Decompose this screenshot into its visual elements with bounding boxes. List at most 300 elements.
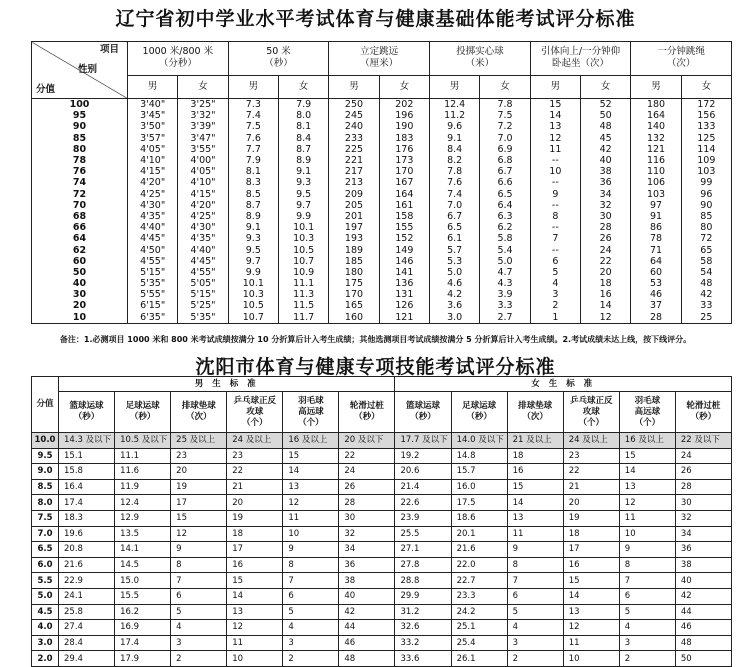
value-cell: 193 <box>329 233 379 244</box>
value-cell: 6.5 <box>480 189 530 200</box>
value-cell: 7.7 <box>228 144 278 155</box>
table-row <box>32 222 732 233</box>
value-cell: 6.3 <box>480 211 530 222</box>
value-cell: 14.8 <box>451 448 507 464</box>
value-cell: 17.4 <box>59 495 115 511</box>
event-header: 引体向上/一分钟仰 卧起坐（次） <box>530 42 631 76</box>
value-cell: 78 <box>631 233 681 244</box>
table-row <box>32 495 732 511</box>
value-cell: 175 <box>329 278 379 289</box>
table-row <box>32 155 732 166</box>
table-row <box>32 211 732 222</box>
table-row <box>32 573 732 589</box>
value-cell: 22.9 <box>59 573 115 589</box>
value-cell: 13 <box>227 604 283 620</box>
value-cell: 5.7 <box>430 244 480 255</box>
value-cell: 136 <box>379 278 429 289</box>
value-cell: 149 <box>379 244 429 255</box>
value-cell: 26.1 <box>451 651 507 667</box>
event-header: 篮球运球 （秒） <box>59 392 115 433</box>
corner-item-label: 项目 <box>99 44 119 55</box>
value-cell: 9.6 <box>430 121 480 132</box>
value-cell: 4'30" <box>178 222 228 233</box>
value-cell: 3'57" <box>128 133 178 144</box>
table-row <box>32 620 732 636</box>
value-cell: 3 <box>171 635 227 651</box>
value-cell: 21 及以上 <box>507 433 563 449</box>
female-header: 女 <box>681 75 731 98</box>
value-cell: 16 <box>563 557 619 573</box>
value-cell: 2 <box>507 651 563 667</box>
value-cell: 209 <box>329 189 379 200</box>
value-cell: 205 <box>329 200 379 211</box>
value-cell: 20 及以下 <box>339 433 395 449</box>
score-cell: 62 <box>32 244 128 255</box>
value-cell: 85 <box>681 211 731 222</box>
score-cell: 3.0 <box>32 635 59 651</box>
value-cell: 3 <box>283 635 339 651</box>
value-cell: 17 <box>227 542 283 558</box>
table-row <box>32 604 732 620</box>
table-row <box>32 267 732 278</box>
value-cell: 10.1 <box>278 222 328 233</box>
value-cell: 9.3 <box>228 233 278 244</box>
table-row <box>32 557 732 573</box>
value-cell: 44 <box>339 620 395 636</box>
table-row <box>32 448 732 464</box>
table-row <box>32 189 732 200</box>
value-cell: 30 <box>675 495 731 511</box>
value-cell: 40 <box>339 588 395 604</box>
value-cell: 4'05" <box>128 144 178 155</box>
value-cell: 7 <box>283 573 339 589</box>
value-cell: 8.7 <box>228 200 278 211</box>
value-cell: 6 <box>619 588 675 604</box>
value-cell: 4'15" <box>128 166 178 177</box>
value-cell: 9 <box>619 542 675 558</box>
value-cell: 27.4 <box>59 620 115 636</box>
table-row <box>32 144 732 155</box>
value-cell: 5'05" <box>178 278 228 289</box>
value-cell: 50 <box>675 651 731 667</box>
value-cell: 3'50" <box>128 121 178 132</box>
value-cell: 17 <box>171 495 227 511</box>
score-cell: 9.5 <box>32 448 59 464</box>
value-cell: 6.7 <box>430 211 480 222</box>
value-cell: 26 <box>339 479 395 495</box>
score-cell: 80 <box>32 144 128 155</box>
value-cell: 8.3 <box>228 177 278 188</box>
value-cell: 250 <box>329 99 379 111</box>
value-cell: 28 <box>339 495 395 511</box>
table-row <box>32 110 732 121</box>
score-cell: 8.0 <box>32 495 59 511</box>
value-cell: 12 <box>227 620 283 636</box>
value-cell: 6'15" <box>128 300 178 311</box>
value-cell: 9.9 <box>278 211 328 222</box>
value-cell: 96 <box>681 189 731 200</box>
value-cell: 4'10" <box>178 177 228 188</box>
value-cell: 12 <box>530 133 580 144</box>
value-cell: 22.6 <box>395 495 451 511</box>
value-cell: 52 <box>581 99 631 111</box>
value-cell: 12 <box>171 526 227 542</box>
value-cell: 28.8 <box>395 573 451 589</box>
value-cell: 6'35" <box>128 312 178 324</box>
value-cell: 21 <box>563 479 619 495</box>
score-cell: 7.5 <box>32 510 59 526</box>
value-cell: 32 <box>581 200 631 211</box>
event-header: 排球垫球 （次） <box>507 392 563 433</box>
value-cell: 3 <box>530 289 580 300</box>
value-cell: 5'35" <box>178 312 228 324</box>
value-cell: 5 <box>530 267 580 278</box>
value-cell: 3'55" <box>178 144 228 155</box>
table-row <box>32 289 732 300</box>
table-row <box>32 542 732 558</box>
event-header: 足球运球 （秒） <box>115 392 171 433</box>
value-cell: 29.9 <box>395 588 451 604</box>
value-cell: 11.1 <box>278 278 328 289</box>
value-cell: 9.1 <box>430 133 480 144</box>
value-cell: 17.5 <box>451 495 507 511</box>
value-cell: 10.5 <box>228 300 278 311</box>
value-cell: 38 <box>339 573 395 589</box>
value-cell: 245 <box>329 110 379 121</box>
value-cell: 6.5 <box>430 222 480 233</box>
value-cell: 8.5 <box>228 189 278 200</box>
value-cell: 10.3 <box>228 289 278 300</box>
value-cell: 45 <box>581 133 631 144</box>
value-cell: 25.1 <box>451 620 507 636</box>
value-cell: 19 <box>171 479 227 495</box>
value-cell: 5.0 <box>430 267 480 278</box>
value-cell: 21 <box>227 479 283 495</box>
value-cell: 217 <box>329 166 379 177</box>
value-cell: 23.3 <box>451 588 507 604</box>
male-header: 男 <box>530 75 580 98</box>
table-row <box>32 133 732 144</box>
score-cell: 74 <box>32 177 128 188</box>
value-cell: 156 <box>681 110 731 121</box>
value-cell: 91 <box>631 211 681 222</box>
value-cell: 32 <box>339 526 395 542</box>
event-header: 乒乓球正反 攻球 （个） <box>563 392 619 433</box>
value-cell: 180 <box>329 267 379 278</box>
value-cell: 22.7 <box>451 573 507 589</box>
event-header: 1000 米/800 米 （分秒） <box>128 42 229 76</box>
value-cell: 15 <box>283 448 339 464</box>
value-cell: 48 <box>581 121 631 132</box>
score-cell: 8.5 <box>32 479 59 495</box>
value-cell: 4'55" <box>178 267 228 278</box>
value-cell: 7.6 <box>228 133 278 144</box>
value-cell: 64 <box>631 256 681 267</box>
value-cell: 18.6 <box>451 510 507 526</box>
page-title-liaoning: 辽宁省初中学业水平考试体育与健康基础体能考试评分标准 <box>115 8 636 30</box>
value-cell: 18 <box>581 278 631 289</box>
value-cell: 50 <box>581 110 631 121</box>
value-cell: 13 <box>563 604 619 620</box>
value-cell: 9.9 <box>228 267 278 278</box>
value-cell: 2 <box>530 300 580 311</box>
value-cell: 54 <box>681 267 731 278</box>
value-cell: 4 <box>283 620 339 636</box>
value-cell: 4'35" <box>178 233 228 244</box>
page-title-shenyang: 沈阳市体育与健康专项技能考试评分标准 <box>195 356 556 378</box>
value-cell: 6.2 <box>480 222 530 233</box>
score-cell: 78 <box>32 155 128 166</box>
value-cell: 42 <box>681 289 731 300</box>
value-cell: 4 <box>619 620 675 636</box>
value-cell: 3 <box>507 635 563 651</box>
value-cell: 40 <box>581 155 631 166</box>
value-cell: 20.8 <box>59 542 115 558</box>
value-cell: 4.6 <box>430 278 480 289</box>
value-cell: 8 <box>507 557 563 573</box>
score-cell: 4.0 <box>32 620 59 636</box>
value-cell: -- <box>530 244 580 255</box>
value-cell: 4'20" <box>178 200 228 211</box>
value-cell: 190 <box>379 121 429 132</box>
value-cell: 58 <box>681 256 731 267</box>
value-cell: 23 <box>563 448 619 464</box>
value-cell: 16 及以上 <box>619 433 675 449</box>
value-cell: 110 <box>631 166 681 177</box>
value-cell: 20 <box>227 495 283 511</box>
value-cell: 3.3 <box>480 300 530 311</box>
value-cell: 24 及以上 <box>563 433 619 449</box>
value-cell: 19.6 <box>59 526 115 542</box>
value-cell: 3'39" <box>178 121 228 132</box>
value-cell: 26 <box>581 233 631 244</box>
corner-score-label: 分值 <box>36 84 56 95</box>
value-cell: 9.7 <box>228 256 278 267</box>
score-cell: 30 <box>32 289 128 300</box>
value-cell: 126 <box>379 300 429 311</box>
value-cell: 10 <box>619 526 675 542</box>
value-cell: 4 <box>171 620 227 636</box>
value-cell: 3'47" <box>178 133 228 144</box>
value-cell: 15.8 <box>59 464 115 480</box>
value-cell: 20.1 <box>451 526 507 542</box>
value-cell: 16 <box>507 464 563 480</box>
value-cell: 12.4 <box>115 495 171 511</box>
value-cell: 6 <box>507 588 563 604</box>
liaoning-score-table <box>31 41 732 324</box>
value-cell: 6.4 <box>480 200 530 211</box>
value-cell: 37 <box>631 300 681 311</box>
table-row <box>32 121 732 132</box>
value-cell: 14 <box>619 464 675 480</box>
value-cell: 7.5 <box>228 121 278 132</box>
value-cell: 99 <box>681 177 731 188</box>
value-cell: 14.0 及以下 <box>451 433 507 449</box>
value-cell: 14 <box>530 110 580 121</box>
value-cell: 4'40" <box>128 222 178 233</box>
value-cell: 11.6 <box>115 464 171 480</box>
value-cell: 4 <box>530 278 580 289</box>
value-cell: 121 <box>631 144 681 155</box>
value-cell: 33.2 <box>395 635 451 651</box>
value-cell: 4'25" <box>128 189 178 200</box>
value-cell: 125 <box>681 133 731 144</box>
value-cell: 132 <box>631 133 681 144</box>
value-cell: 14 <box>581 300 631 311</box>
shenyang-score-table <box>31 376 732 667</box>
value-cell: 221 <box>329 155 379 166</box>
value-cell: 4'45" <box>178 256 228 267</box>
value-cell: 15 <box>507 479 563 495</box>
value-cell: 2 <box>171 651 227 667</box>
value-cell: 131 <box>379 289 429 300</box>
value-cell: 5 <box>283 604 339 620</box>
value-cell: 22 <box>581 256 631 267</box>
value-cell: 24.1 <box>59 588 115 604</box>
value-cell: 65 <box>681 244 731 255</box>
value-cell: 9.1 <box>228 222 278 233</box>
value-cell: 173 <box>379 155 429 166</box>
value-cell: 18.3 <box>59 510 115 526</box>
value-cell: 4'20" <box>128 177 178 188</box>
value-cell: 172 <box>681 99 731 111</box>
value-cell: 24 <box>675 448 731 464</box>
value-cell: 152 <box>379 233 429 244</box>
value-cell: 33.6 <box>395 651 451 667</box>
value-cell: 20 <box>581 267 631 278</box>
value-cell: 32 <box>675 510 731 526</box>
value-cell: 7.5 <box>480 110 530 121</box>
value-cell: 114 <box>681 144 731 155</box>
value-cell: 7 <box>507 573 563 589</box>
score-cell: 7.0 <box>32 526 59 542</box>
value-cell: 15 <box>530 99 580 111</box>
score-cell: 40 <box>32 278 128 289</box>
female-header: 女 <box>480 75 530 98</box>
score-cell: 20 <box>32 300 128 311</box>
value-cell: 11.5 <box>278 300 328 311</box>
value-cell: 4'05" <box>178 166 228 177</box>
value-cell: 158 <box>379 211 429 222</box>
value-cell: 14.5 <box>115 557 171 573</box>
value-cell: 36 <box>581 177 631 188</box>
table-row <box>32 278 732 289</box>
female-header: 女 <box>379 75 429 98</box>
value-cell: 33 <box>681 300 731 311</box>
value-cell: 48 <box>339 651 395 667</box>
event-header: 50 米 （秒） <box>228 42 329 76</box>
value-cell: 11.9 <box>115 479 171 495</box>
event-header: 排球垫球 （次） <box>171 392 227 433</box>
value-cell: 21.6 <box>451 542 507 558</box>
value-cell: 3.0 <box>430 312 480 324</box>
value-cell: 15 <box>227 573 283 589</box>
value-cell: 20 <box>171 464 227 480</box>
value-cell: 16.2 <box>115 604 171 620</box>
value-cell: 10 <box>563 651 619 667</box>
value-cell: 9.5 <box>278 189 328 200</box>
value-cell: 24 <box>339 464 395 480</box>
value-cell: 10 <box>283 526 339 542</box>
value-cell: 7 <box>619 573 675 589</box>
value-cell: 4'35" <box>128 211 178 222</box>
score-cell: 9.0 <box>32 464 59 480</box>
table-row <box>32 464 732 480</box>
value-cell: 8 <box>530 211 580 222</box>
female-header: 女 <box>178 75 228 98</box>
value-cell: 80 <box>681 222 731 233</box>
value-cell: 8.4 <box>278 133 328 144</box>
value-cell: 7.9 <box>228 155 278 166</box>
value-cell: 46 <box>339 635 395 651</box>
value-cell: 116 <box>631 155 681 166</box>
value-cell: 15.7 <box>451 464 507 480</box>
value-cell: 183 <box>379 133 429 144</box>
table-row <box>32 300 732 311</box>
value-cell: 25 <box>681 312 731 324</box>
value-cell: 14 <box>227 588 283 604</box>
value-cell: 10.7 <box>228 312 278 324</box>
value-cell: 4'10" <box>128 155 178 166</box>
value-cell: 48 <box>681 278 731 289</box>
value-cell: 20 <box>563 495 619 511</box>
value-cell: 16 <box>227 557 283 573</box>
value-cell: 10 <box>227 651 283 667</box>
value-cell: 185 <box>329 256 379 267</box>
value-cell: 21.4 <box>395 479 451 495</box>
value-cell: 8.9 <box>228 211 278 222</box>
table-row <box>32 588 732 604</box>
value-cell: 7.2 <box>480 121 530 132</box>
value-cell: 15 <box>563 573 619 589</box>
value-cell: 9 <box>283 542 339 558</box>
value-cell: 176 <box>379 144 429 155</box>
value-cell: 13 <box>283 479 339 495</box>
value-cell: 109 <box>681 155 731 166</box>
value-cell: 11 <box>507 526 563 542</box>
value-cell: 16.9 <box>115 620 171 636</box>
value-cell: 14.3 及以下 <box>59 433 115 449</box>
value-cell: 11 <box>227 635 283 651</box>
score-cell: 60 <box>32 256 128 267</box>
value-cell: 46 <box>675 620 731 636</box>
value-cell: 10.9 <box>278 267 328 278</box>
value-cell: 170 <box>329 289 379 300</box>
value-cell: 11.1 <box>115 448 171 464</box>
value-cell: 34 <box>581 189 631 200</box>
table-row <box>32 177 732 188</box>
value-cell: 4'25" <box>178 211 228 222</box>
event-header: 轮滑过桩 （秒） <box>339 392 395 433</box>
table-row <box>32 651 732 667</box>
value-cell: 8.0 <box>278 110 328 121</box>
value-cell: 201 <box>329 211 379 222</box>
table-row <box>32 479 732 495</box>
event-header: 投掷实心球 （米） <box>430 42 531 76</box>
value-cell: 11.2 <box>430 110 480 121</box>
table-note: 备注：1.必测项目 1000 米和 800 米考试成绩按满分 10 分折算后计入考生成绩；其他选测项目考试成绩按满分 5 分折算后计入考生成绩。2.考试成绩未达上线，按下线评分。 <box>59 335 692 344</box>
table-row <box>32 99 732 111</box>
value-cell: 36 <box>675 542 731 558</box>
male-header: 男 <box>128 75 178 98</box>
value-cell: 165 <box>329 300 379 311</box>
value-cell: 1 <box>530 312 580 324</box>
value-cell: 48 <box>675 635 731 651</box>
value-cell: 14 <box>283 464 339 480</box>
value-cell: 4.3 <box>480 278 530 289</box>
value-cell: 7.3 <box>228 99 278 111</box>
value-cell: 22 及以下 <box>675 433 731 449</box>
